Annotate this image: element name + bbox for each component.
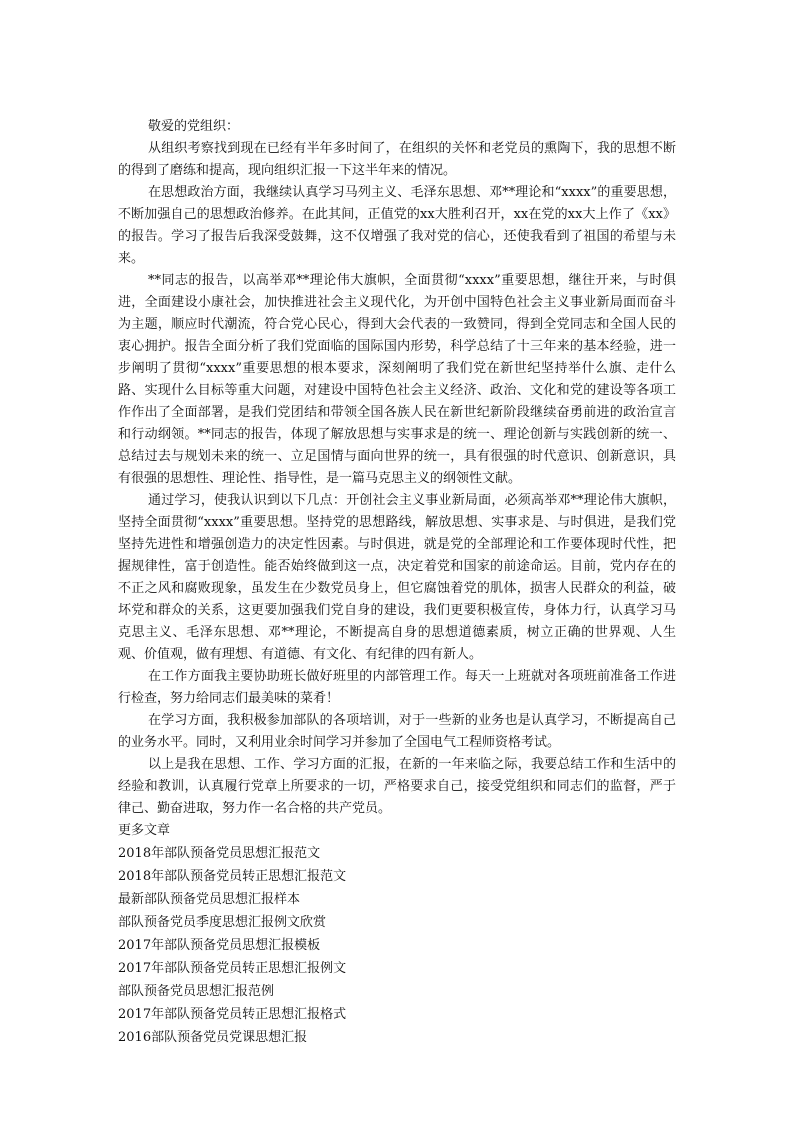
paragraph-conclusion: 以上是我在思想、工作、学习方面的汇报，在新的一年来临之际，我要总结工作和生活中的经验和教训，认真履行党章上所要求的一切，严格要求自己，接受党组织和同志们的监督，严于律己、勤奋进取，努力作一名合格的共产党员。 bbox=[118, 757, 676, 816]
salutation: 敬爱的党组织： bbox=[148, 119, 240, 134]
article-link[interactable]: 最新部队预备党员思想汇报样本 bbox=[118, 892, 301, 907]
paragraph-political: 在思想政治方面，我继续认真学习马列主义、毛泽东思想、邓**理论和“xxxx”的重要思想，不断加强自己的思想政治修养。在此其间，正值党的xx大胜利召开，xx在党的xx大上作了《xx》的报告。学习了报告后我深受鼓舞，这不仅增强了我对党的信心，还使我看到了祖国的希望与未来。 bbox=[118, 185, 676, 266]
more-articles-heading: 更多文章 bbox=[118, 823, 171, 838]
paragraph-study: 在学习方面，我积极参加部队的各项培训，对于一些新的业务也是认真学习，不断提高自己的业务水平。同时，又利用业余时间学习并参加了全国电气工程师资格考试。 bbox=[118, 713, 676, 750]
article-link[interactable]: 部队预备党员思想汇报范例 bbox=[118, 984, 275, 999]
more-articles-list bbox=[118, 842, 676, 1049]
article-link[interactable]: 2018年部队预备党员思想汇报范文 bbox=[118, 846, 321, 861]
article-link[interactable]: 2016部队预备党员党课思想汇报 bbox=[118, 1030, 308, 1045]
paragraph-intro: 从组织考察找到现在已经有半年多时间了，在组织的关怀和老党员的熏陶下，我的思想不断的得到了磨练和提高，现向组织汇报一下这半年来的情况。 bbox=[118, 141, 676, 178]
article-link[interactable]: 2017年部队预备党员转正思想汇报例文 bbox=[118, 961, 347, 976]
paragraph-work: 在工作方面我主要协助班长做好班里的内部管理工作。每天一上班就对各项班前准备工作进行检查，努力给同志们最美味的菜肴！ bbox=[118, 669, 676, 706]
article-link[interactable]: 2017年部队预备党员转正思想汇报格式 bbox=[118, 1007, 347, 1022]
article-link[interactable]: 2017年部队预备党员思想汇报模板 bbox=[118, 938, 321, 953]
paragraph-learning: 通过学习，使我认识到以下几点：开创社会主义事业新局面，必须高举邓**理论伟大旗帜，坚持全面贯彻“xxxx”重要思想。坚持党的思想路线，解放思想、实事求是、与时俱进，是我们党坚持先进性和增强创造力的决定性因素。与时俱进，就是党的全部理论和工作要体现时代性，把握规律性，富于创造性。能否始终做到这一点，决定着党和国家的前途命运。目前，党内存在的不正之风和腐败现象，虽发生在少数党员身上，但它腐蚀着党的肌体，损害人民群众的利益，破坏党和群众的关系，这更要加强我们党自身的建设，我们更要积极宣传，身体力行，认真学习马克思主义、毛泽东思想、邓**理论，不断提高自身的思想道德素质，树立正确的世界观、人生观、价值观，做有理想、有道德、有文化、有纪律的四有新人。 bbox=[118, 493, 676, 662]
article-link[interactable]: 部队预备党员季度思想汇报例文欣赏 bbox=[118, 915, 327, 930]
document-page bbox=[118, 116, 676, 1049]
article-link[interactable]: 2018年部队预备党员转正思想汇报范文 bbox=[118, 869, 347, 884]
paragraph-report: **同志的报告，以高举邓**理论伟大旗帜，全面贯彻“xxxx”重要思想，继往开来，与时俱进，全面建设小康社会，加快推进社会主义现代化，为开创中国特色社会主义事业新局面而奋斗为主题，顺应时代潮流，符合党心民心，得到大会代表的一致赞同，得到全党同志和全国人民的衷心拥护。报告全面分析了我们党面临的国际国内形势，科学总结了十三年来的基本经验，进一步阐明了贯彻“xxxx”重要思想的根本要求，深刻阐明了我们党在新世纪坚持举什么旗、走什么路、实现什么目标等重大问题，对建设中国特色社会主义经济、政治、文化和党的建设等各项工作作出了全面部署，是我们党团结和带领全国各族人民在新世纪新阶段继续奋勇前进的政治宣言和行动纲领。**同志的报告，体现了解放思想与实事求是的统一、理论创新与实践创新的统一、总结过去与规划未来的统一、立足国情与面向世界的统一，具有很强的时代意识、创新意识，具有很强的思想性、理论性、指导性，是一篇马克思主义的纲领性文献。 bbox=[118, 273, 676, 486]
